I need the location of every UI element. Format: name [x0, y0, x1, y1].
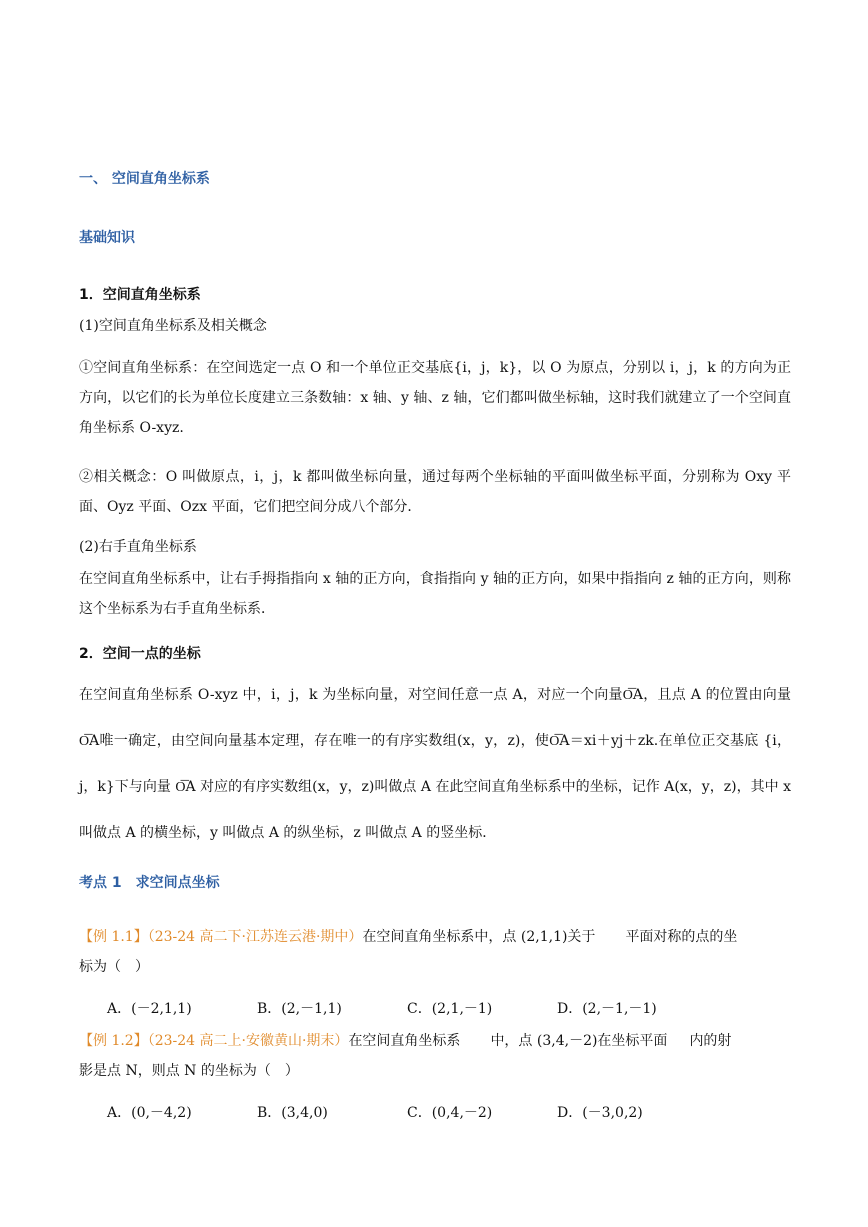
kaodian-heading: 考点 1 求空间点坐标: [79, 875, 220, 891]
option-b: B．(3,4,0): [257, 1105, 328, 1121]
point1-sub1: (1)空间直角坐标系及相关概念: [79, 318, 267, 334]
example-tag: 【例 1.2】: [79, 1033, 148, 1049]
point1-para1: ①空间直角坐标系：在空间选定一点 O 和一个单位正交基底{i，j，k}，以 O 为原点，分别以 i，j，k 的方向为正方向，以它们的长为单位长度建立三条数轴：x 轴、y 轴、z 轴，它们都叫做坐标轴，这时我们就建立了一个空间直角坐标系 O-xyz.: [79, 360, 791, 436]
example-question-part: 标为（ ）: [79, 959, 149, 975]
example-question-part: 在空间直角坐标系: [348, 1033, 461, 1049]
point1-para3: 在空间直角坐标系中，让右手拇指指向 x 轴的正方向，食指指向 y 轴的正方向，如果中指指向 z 轴的正方向，则称这个坐标系为右手直角坐标系．: [79, 571, 791, 617]
option-c: C．(0,4,－2): [407, 1105, 493, 1121]
option-c: C．(2,1,－1): [407, 1001, 493, 1017]
example-question-part: 影是点 N，则点 N 的坐标为（ ）: [79, 1063, 299, 1079]
example-question-part: 内的射: [689, 1033, 732, 1049]
point2-title: 2．空间一点的坐标: [79, 646, 201, 662]
option-d: D．(2,－1,－1): [557, 1001, 657, 1017]
example-1-1-options: [107, 998, 707, 1018]
example-1-2-options: [107, 1102, 707, 1122]
example-1-2: [79, 1026, 791, 1086]
example-1-1: [79, 922, 791, 982]
point1-para2: ②相关概念：O 叫做原点，i，j，k 都叫做坐标向量，通过每两个坐标轴的平面叫做坐标平面，分别称为 Oxy 平面、Oyz 平面、Ozx 平面，它们把空间分成八个部分．: [79, 469, 791, 515]
section-heading: 一、 空间直角坐标系: [79, 171, 210, 187]
basics-heading: 基础知识: [79, 230, 135, 246]
option-a: A．(－2,1,1): [107, 1001, 192, 1017]
option-b: B．(2,－1,1): [257, 1001, 342, 1017]
option-d: D．(－3,0,2): [557, 1105, 643, 1121]
point1-title: 1．空间直角坐标系: [79, 287, 201, 303]
example-question-part: 中，点 (3,4,－2)在坐标平面: [490, 1033, 668, 1049]
point2-para: 在空间直角坐标系 O-xyz 中，i，j，k 为坐标向量，对空间任意一点 A，对应一个向量O͞A，且点 A 的位置由向量O͞A唯一确定，由空间向量基本定理，存在唯一的有序实数组(x，y，z)，使O͞A＝xi＋yj＋zk.在单位正交基底 {i，j，k}下与向量 O͞A 对应的有序实数组(x，y，z)叫做点 A 在此空间直角坐标系中的坐标，记作 A(x，y，z)，其中 x 叫做点 A 的横坐标，y 叫做点 A 的纵坐标，z 叫做点 A 的竖坐标．: [79, 687, 791, 841]
example-tag: 【例 1.1】: [79, 929, 148, 945]
example-source: （23-24 高二下·江苏连云港·期中）: [147, 929, 363, 945]
point1-sub2: (2)右手直角坐标系: [79, 539, 197, 555]
example-source: （23-24 高二上·安徽黄山·期末）: [147, 1033, 349, 1049]
option-a: A．(0,－4,2): [107, 1105, 192, 1121]
example-question-part: 平面对称的点的坐: [625, 929, 738, 945]
example-question-part: 在空间直角坐标系中，点 (2,1,1)关于: [362, 929, 596, 945]
